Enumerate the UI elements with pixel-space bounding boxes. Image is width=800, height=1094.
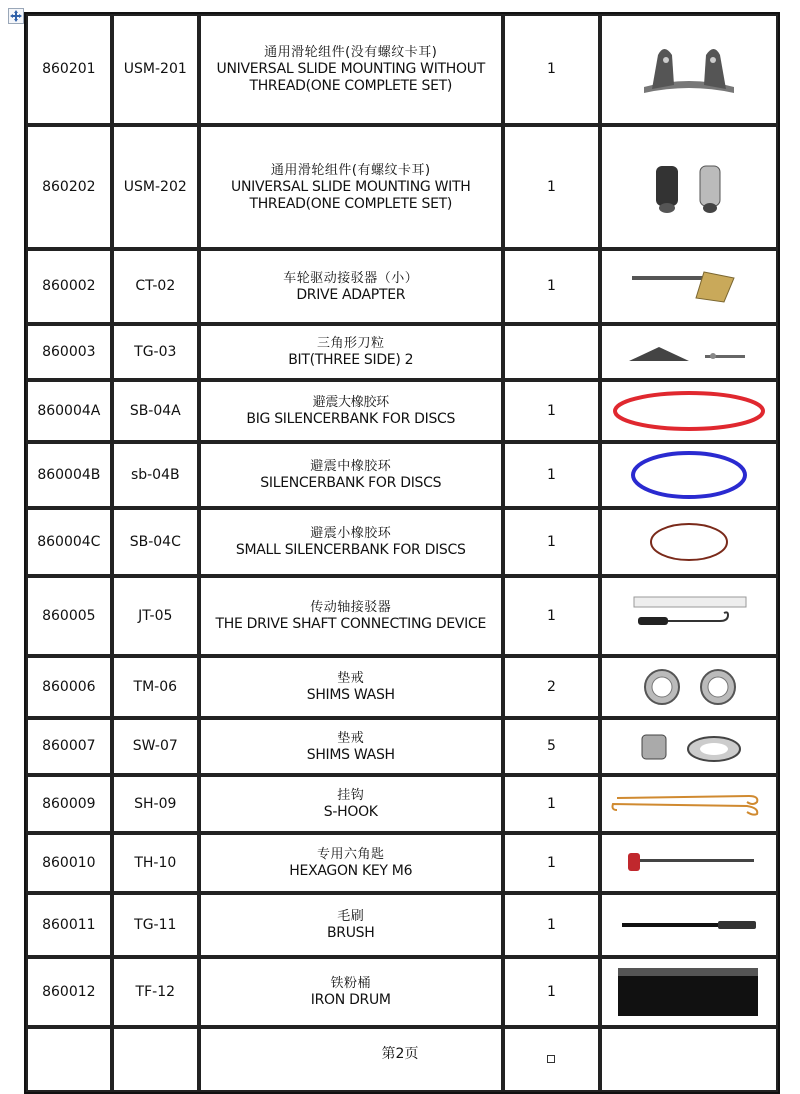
table-row xyxy=(26,380,778,442)
description xyxy=(199,380,503,442)
table-row xyxy=(26,324,778,380)
quantity: 1 xyxy=(503,14,601,125)
shaft-connector-icon xyxy=(624,591,754,641)
description-cn: 三角形刀粒 xyxy=(316,336,385,351)
description xyxy=(199,125,503,249)
description-en: IRON DRUM xyxy=(310,992,391,1008)
table-row xyxy=(26,125,778,249)
sleeve-washer-icon xyxy=(624,727,754,767)
description xyxy=(199,775,503,833)
three-side-bit-icon xyxy=(619,337,759,367)
description xyxy=(199,324,503,380)
description-cn: 通用滑轮组件(没有螺纹卡耳) xyxy=(264,45,438,60)
description-en: SHIMS WASH xyxy=(306,687,395,703)
small-ring-icon xyxy=(639,517,739,567)
description-en: UNIVERSAL SLIDE MOUNTING WITH THREAD(ONE COMPLETE SET) xyxy=(231,178,471,212)
part-code: 860004C xyxy=(26,508,112,576)
table-row xyxy=(26,833,778,893)
description-cn: 避震大橡胶环 xyxy=(312,395,389,410)
table-row xyxy=(26,656,778,718)
quantity: 1 xyxy=(503,380,601,442)
quantity xyxy=(503,324,601,380)
quantity: 2 xyxy=(503,656,601,718)
description-en: THE DRIVE SHAFT CONNECTING DEVICE xyxy=(215,616,487,632)
description-en: BRUSH xyxy=(327,925,375,941)
model-number: SB-04C xyxy=(112,508,199,576)
part-code: 860002 xyxy=(26,249,112,324)
description xyxy=(199,249,503,324)
description-en: SHIMS WASH xyxy=(306,746,395,763)
slide-mounting-icon xyxy=(634,35,744,105)
description-en: HEXAGON KEY M6 xyxy=(289,863,413,879)
s-hook-icon xyxy=(609,786,769,822)
description-en: BIT(THREE SIDE) 2 xyxy=(288,352,414,368)
quantity: 1 xyxy=(503,442,601,508)
model-number: TH-10 xyxy=(112,833,199,893)
model-number: CT-02 xyxy=(112,249,199,324)
iron-drum-icon xyxy=(614,964,764,1020)
model-number: SB-04A xyxy=(112,380,199,442)
model-number: SW-07 xyxy=(112,718,199,775)
red-ring-icon xyxy=(609,386,769,436)
model-number: TG-03 xyxy=(112,324,199,380)
brush-icon xyxy=(614,910,764,940)
description xyxy=(199,508,503,576)
model-number: USM-202 xyxy=(112,125,199,249)
threaded-mount-icon xyxy=(634,152,744,222)
part-code: 860012 xyxy=(26,957,112,1027)
description-en: SILENCERBANK FOR DISCS xyxy=(260,475,442,491)
description-cn: 车轮驱动接驳器（小） xyxy=(283,270,419,286)
description xyxy=(199,442,503,508)
table-move-handle-icon[interactable] xyxy=(8,8,24,24)
model-number: SH-09 xyxy=(112,775,199,833)
description xyxy=(199,576,503,656)
part-code: 860011 xyxy=(26,893,112,957)
quantity: 1 xyxy=(503,249,601,324)
quantity: 1 xyxy=(503,775,601,833)
description-cn: 专用六角匙 xyxy=(316,847,385,862)
part-code: 860005 xyxy=(26,576,112,656)
model-number: USM-201 xyxy=(112,14,199,125)
shim-washer-icon xyxy=(624,665,754,709)
table-row xyxy=(26,775,778,833)
table-row xyxy=(26,893,778,957)
description-cn: 垫戒 xyxy=(337,671,365,686)
part-code: 860007 xyxy=(26,718,112,775)
model-number: TG-11 xyxy=(112,893,199,957)
description-cn: 垫戒 xyxy=(337,730,365,746)
drive-adapter-icon xyxy=(624,262,754,312)
description xyxy=(199,656,503,718)
description xyxy=(199,833,503,893)
part-code: 860004A xyxy=(26,380,112,442)
part-code: 860010 xyxy=(26,833,112,893)
table-row xyxy=(26,576,778,656)
table-row xyxy=(26,508,778,576)
quantity: 1 xyxy=(503,508,601,576)
description-cn: 通用滑轮组件(有螺纹卡耳) xyxy=(270,162,431,178)
description-cn: 避震小橡胶环 xyxy=(310,526,392,541)
quantity: 1 xyxy=(503,576,601,656)
quantity: 1 xyxy=(503,125,601,249)
description-en: UNIVERSAL SLIDE MOUNTING WITHOUT THREAD(ONE COMPLETE SET) xyxy=(216,61,485,94)
table-row xyxy=(26,442,778,508)
description xyxy=(199,957,503,1027)
part-code: 860202 xyxy=(26,125,112,249)
quantity: 5 xyxy=(503,718,601,775)
part-code: 860003 xyxy=(26,324,112,380)
blue-ring-icon xyxy=(624,447,754,503)
quantity: 1 xyxy=(503,893,601,957)
description xyxy=(199,893,503,957)
description-cn: 避震中橡胶环 xyxy=(310,459,392,474)
description-en: S-HOOK xyxy=(323,804,378,820)
page-number: 第2页 xyxy=(381,1046,419,1062)
table-row xyxy=(26,957,778,1027)
hex-key-icon xyxy=(614,845,764,881)
description xyxy=(199,14,503,125)
description-en: BIG SILENCERBANK FOR DISCS xyxy=(246,411,456,427)
part-code: 860004B xyxy=(26,442,112,508)
description-cn: 挂钩 xyxy=(337,788,365,803)
description xyxy=(199,718,503,775)
description-cn: 毛刷 xyxy=(337,909,365,924)
table-row xyxy=(26,249,778,324)
quantity: 1 xyxy=(503,833,601,893)
parts-table xyxy=(24,12,780,1094)
description-en: SMALL SILENCERBANK FOR DISCS xyxy=(235,542,466,558)
description-cn: 传动轴接驳器 xyxy=(310,600,392,615)
part-code: 860201 xyxy=(26,14,112,125)
table-row xyxy=(26,718,778,775)
description-en: DRIVE ADAPTER xyxy=(296,286,406,303)
part-code: 860006 xyxy=(26,656,112,718)
model-number: JT-05 xyxy=(112,576,199,656)
quantity: 1 xyxy=(503,957,601,1027)
model-number: TM-06 xyxy=(112,656,199,718)
description-cn: 铁粉桶 xyxy=(330,976,371,991)
part-code: 860009 xyxy=(26,775,112,833)
model-number: TF-12 xyxy=(112,957,199,1027)
table-row xyxy=(26,14,778,125)
model-number: sb-04B xyxy=(112,442,199,508)
